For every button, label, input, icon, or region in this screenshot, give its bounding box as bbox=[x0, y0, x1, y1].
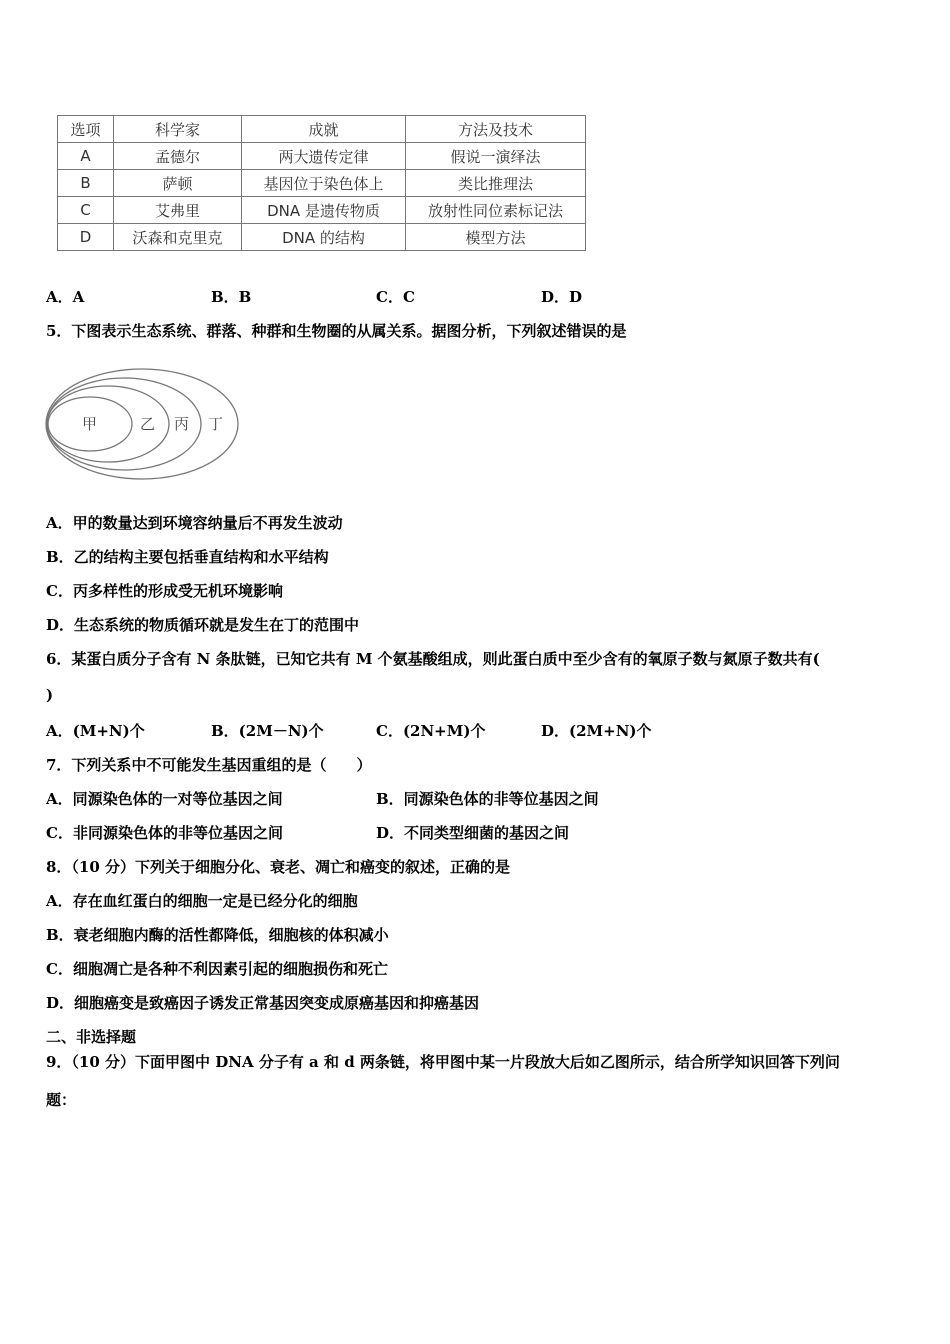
table-cell: 萨顿 bbox=[114, 170, 242, 197]
q4-option-c: C．C bbox=[376, 288, 415, 306]
label-yi: 乙 bbox=[140, 415, 156, 433]
label-bing: 丙 bbox=[174, 415, 190, 433]
q5-option-b: B．乙的结构主要包括垂直结构和水平结构 bbox=[46, 548, 329, 566]
section-title: 二、非选择题 bbox=[46, 1028, 137, 1046]
label-jia: 甲 bbox=[82, 415, 98, 433]
q5-option-d: D．生态系统的物质循环就是发生在丁的范围中 bbox=[46, 616, 360, 634]
q4-option-b: B．B bbox=[211, 288, 252, 306]
q8-option-c: C．细胞凋亡是各种不利因素引起的细胞损伤和死亡 bbox=[46, 960, 388, 978]
q7-option-a: A．同源染色体的一对等位基因之间 bbox=[46, 790, 283, 808]
table-row bbox=[58, 170, 586, 197]
q6-option-a: A．(M+N)个 bbox=[46, 722, 145, 740]
q6-option-d: D．(2M+N)个 bbox=[541, 722, 652, 740]
table-header: 选项 bbox=[58, 116, 114, 143]
table-cell: DNA 的结构 bbox=[242, 224, 406, 251]
q8-option-d: D．细胞癌变是致癌因子诱发正常基因突变成原癌基因和抑癌基因 bbox=[46, 994, 480, 1012]
table-cell: 两大遗传定律 bbox=[242, 143, 406, 170]
q7-stem: 7．下列关系中不可能发生基因重组的是（ ） bbox=[46, 756, 372, 774]
q6-option-b: B．(2M－N)个 bbox=[211, 722, 324, 740]
q9-stem-cont: 题： bbox=[46, 1091, 77, 1109]
table-row bbox=[58, 224, 586, 251]
table-cell: 沃森和克里克 bbox=[114, 224, 242, 251]
q9-stem: 9．（10 分）下面甲图中 DNA 分子有 a 和 d 两条链，将甲图中某一片段放大后如乙图所示，结合所学知识回答下列问 bbox=[46, 1053, 840, 1071]
q8-option-b: B．衰老细胞内酶的活性都降低，细胞核的体积减小 bbox=[46, 926, 389, 944]
table-cell: 艾弗里 bbox=[114, 197, 242, 224]
table-header: 科学家 bbox=[114, 116, 242, 143]
table-cell: 类比推理法 bbox=[406, 170, 586, 197]
q7-option-c: C．非同源染色体的非等位基因之间 bbox=[46, 824, 283, 842]
table-cell: 基因位于染色体上 bbox=[242, 170, 406, 197]
q7-option-d: D．不同类型细菌的基因之间 bbox=[376, 824, 570, 842]
q5-stem: 5．下图表示生态系统、群落、种群和生物圈的从属关系。据图分析，下列叙述错误的是 bbox=[46, 322, 627, 340]
q4-option-a: A．A bbox=[46, 288, 85, 306]
table-row bbox=[58, 143, 586, 170]
q8-option-a: A．存在血红蛋白的细胞一定是已经分化的细胞 bbox=[46, 892, 358, 910]
q8-stem: 8．（10 分）下列关于细胞分化、衰老、凋亡和癌变的叙述，正确的是 bbox=[46, 858, 511, 876]
table-header: 成就 bbox=[242, 116, 406, 143]
q7-option-b: B．同源染色体的非等位基因之间 bbox=[376, 790, 599, 808]
table-cell: DNA 是遗传物质 bbox=[242, 197, 406, 224]
label-ding: 丁 bbox=[208, 415, 224, 433]
q5-option-a: A．甲的数量达到环境容纳量后不再发生波动 bbox=[46, 514, 343, 532]
table-cell: B bbox=[58, 170, 114, 197]
table-cell: A bbox=[58, 143, 114, 170]
nested-ellipse-diagram bbox=[44, 366, 244, 486]
table-cell: 假说一演绎法 bbox=[406, 143, 586, 170]
table-header: 方法及技术 bbox=[406, 116, 586, 143]
table-header-row bbox=[58, 116, 586, 143]
table-cell: D bbox=[58, 224, 114, 251]
q6-option-c: C．(2N+M)个 bbox=[376, 722, 486, 740]
q4-option-d: D．D bbox=[541, 288, 583, 306]
scientist-table bbox=[57, 115, 586, 251]
table-cell: 孟德尔 bbox=[114, 143, 242, 170]
table-row bbox=[58, 197, 586, 224]
q5-option-c: C．丙多样性的形成受无机环境影响 bbox=[46, 582, 283, 600]
q6-stem: 6．某蛋白质分子含有 N 条肽链，已知它共有 M 个氨基酸组成，则此蛋白质中至少含有的氧原子数与氮原子数共有( bbox=[46, 650, 820, 668]
q6-stem-cont: ) bbox=[46, 686, 54, 704]
table-cell: 放射性同位素标记法 bbox=[406, 197, 586, 224]
table-cell: C bbox=[58, 197, 114, 224]
table-cell: 模型方法 bbox=[406, 224, 586, 251]
